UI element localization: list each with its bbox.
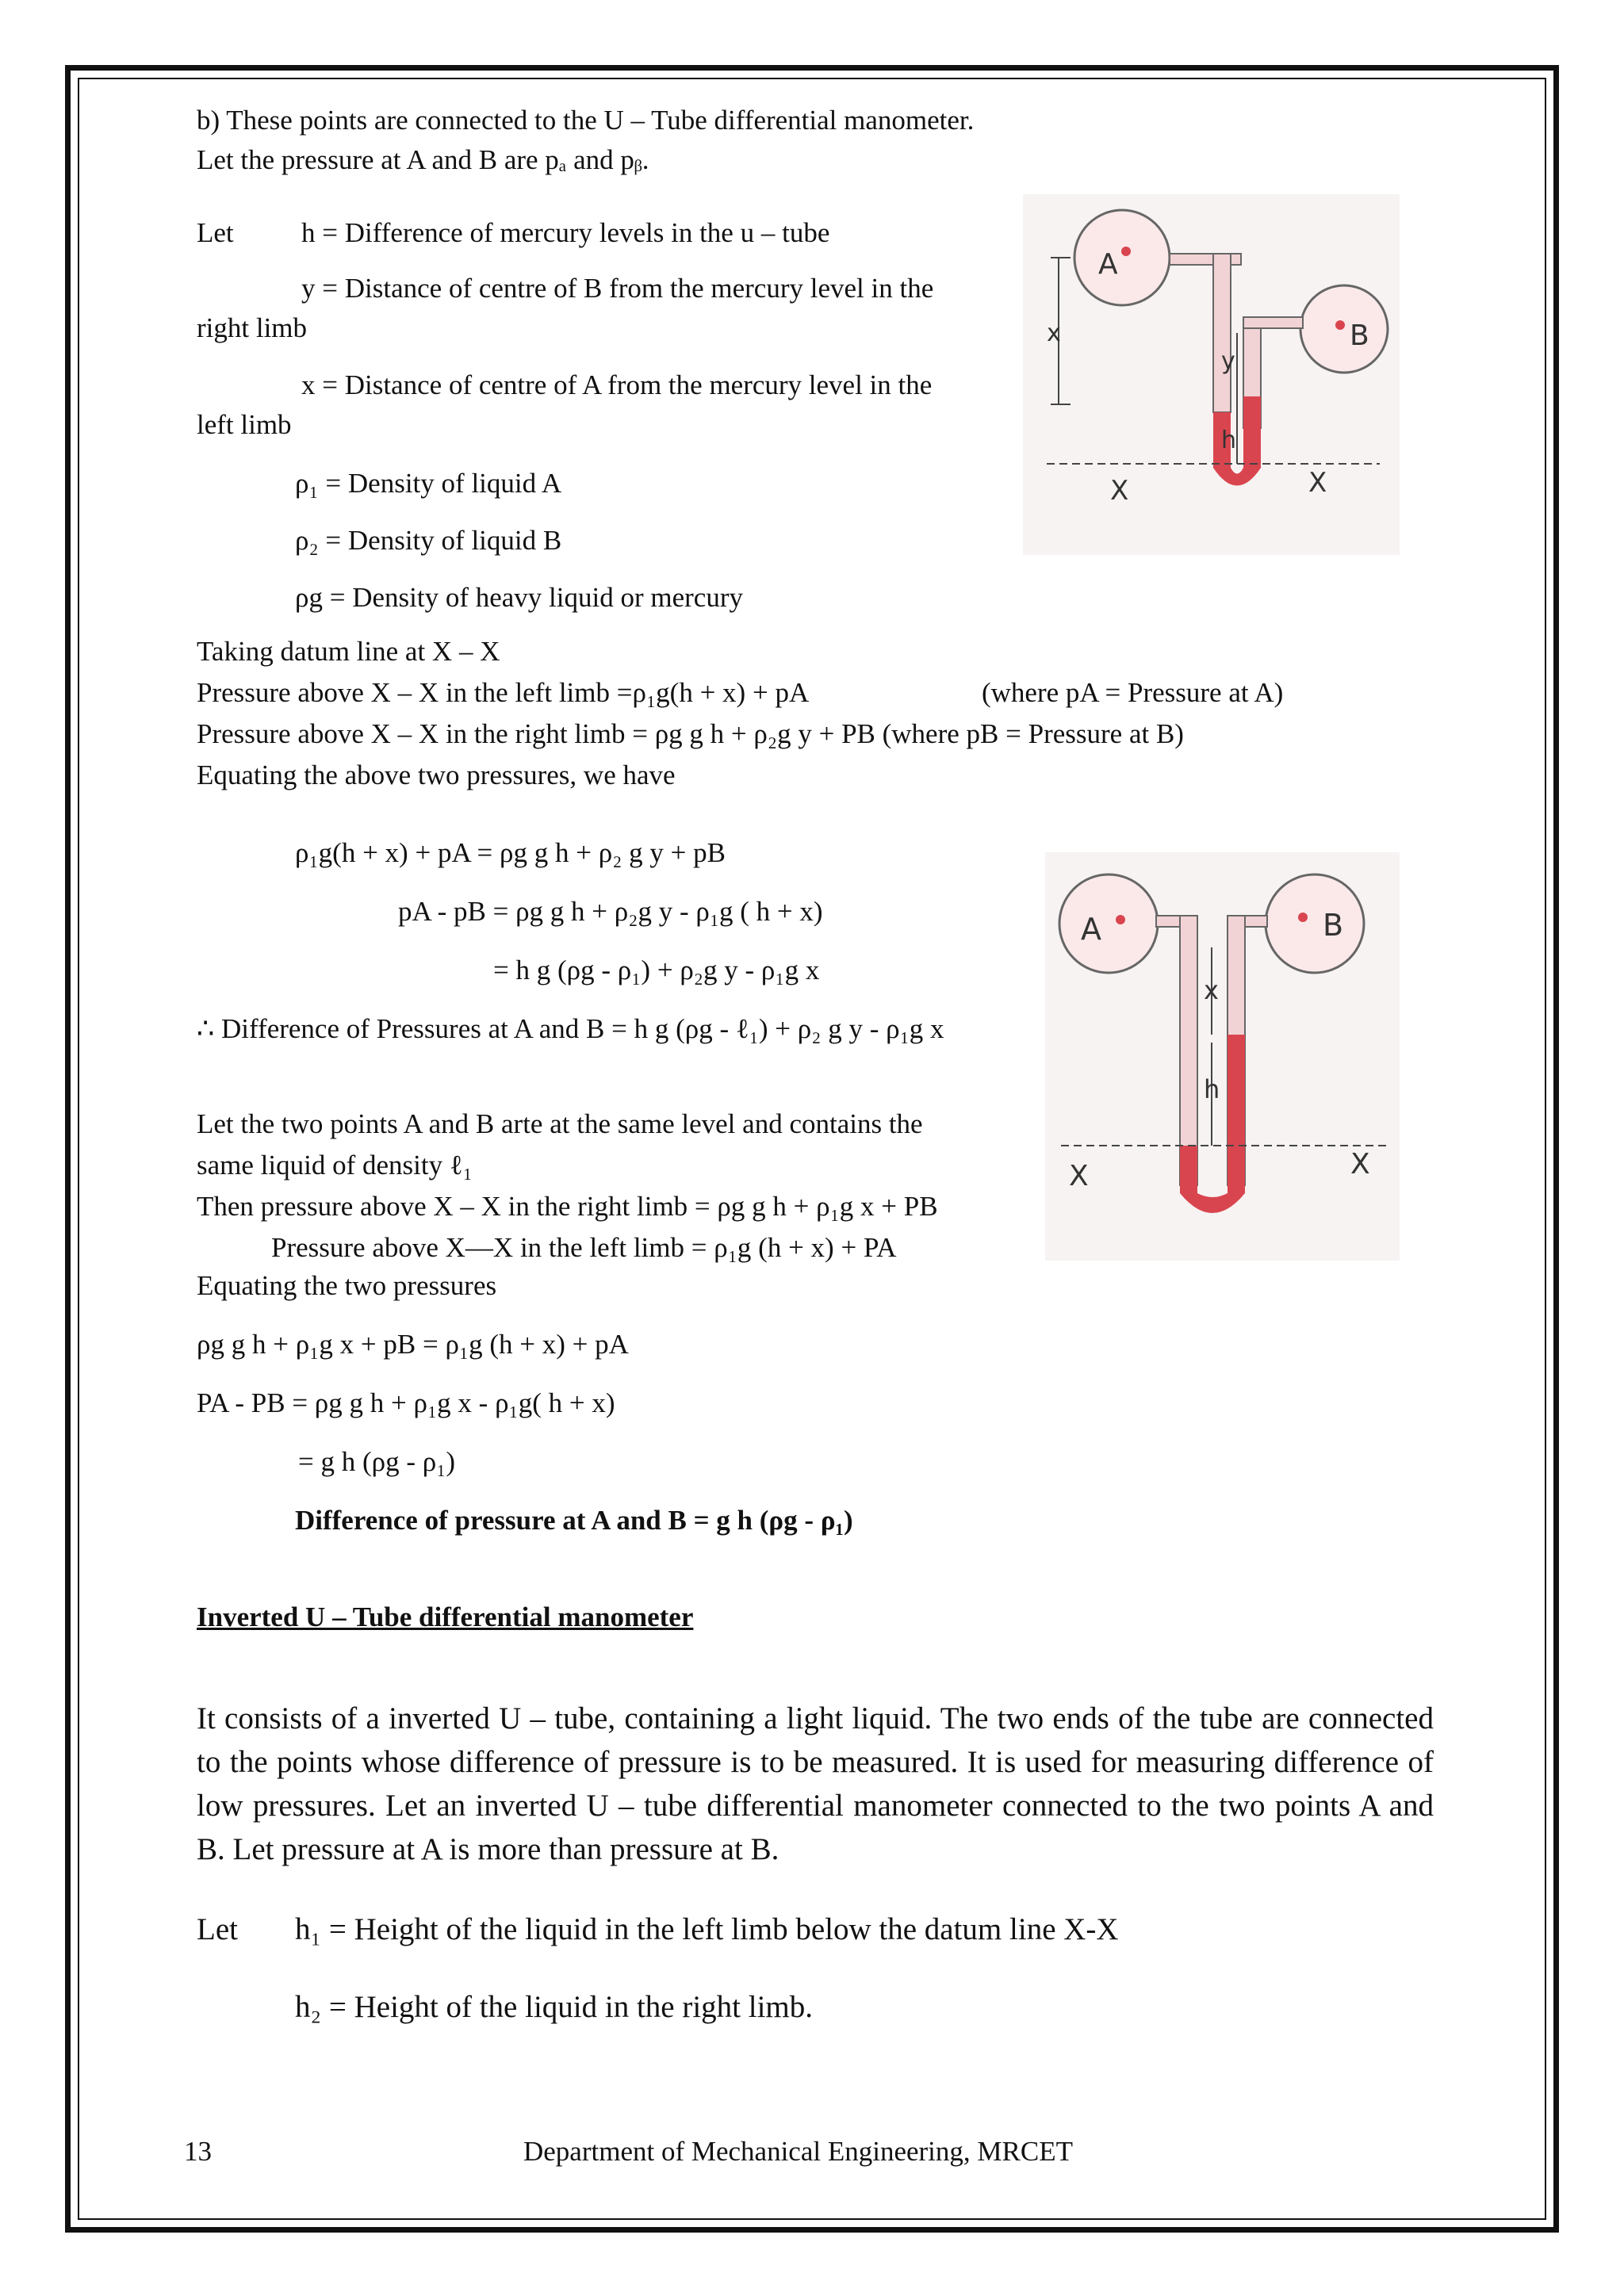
u-tube-diagram-2 [1045,852,1400,1261]
pressure-right-limb-2: Then pressure above X – X in the right limb = ρg g h + ρ₁g x + PB [197,1191,938,1222]
def-h: h = Difference of mercury levels in the u – tube [301,217,830,248]
fig1-label-x-left: X [1110,475,1129,507]
fig1-label-x: x [1047,320,1061,347]
fig1-label-a: A [1098,248,1118,281]
def-y: y = Distance of centre of B from the mercury level in the [301,273,934,304]
def-rho1: ρ₁ = Density of liquid A [295,468,562,499]
inverted-paragraph: It consists of a inverted U – tube, containing a light liquid. The two ends of the tube are connected to the points whose difference of pressure is to be measured. It is used for measuring difference of low pressures. Let an inverted U – tube differential manometer connected to the two points A and B. Let pressure at A is more than pressure at B. [197,1701,1434,1866]
datum-line: Taking datum line at X – X [197,636,500,667]
u-tube-diagram-1 [1023,194,1400,555]
vessel-b-2 [1266,874,1364,973]
pressure-left-limb: Pressure above X – X in the left limb =ρ₁g(h + x) + pA [197,677,810,708]
fig1-label-b: B [1350,320,1369,352]
page-number: 13 [184,2136,212,2167]
fig2-label-h: h [1204,1074,1220,1104]
def-y-cont: right limb [197,312,308,343]
pressure-left-limb-2: Pressure above X—X in the left limb = ρ₁g (h + x) + PA [271,1232,897,1263]
def-h2: h₂ = Height of the liquid in the right limb. [295,1990,814,2024]
fig1-label-y: y [1221,347,1235,375]
section-heading: Inverted U – Tube differential manometer [197,1601,694,1632]
same-level-intro: Let the two points A and B arte at the same level and contains the [197,1108,923,1139]
let-label: Let [197,217,234,248]
equating-text-2: Equating the two pressures [197,1270,497,1301]
pressure-right-limb: Pressure above X – X in the right limb = ρg g h + ρ₂g y + PB (where pB = Pressure at B) [197,718,1184,749]
let-label-2: Let [197,1912,238,1946]
footer-department: Department of Mechanical Engineering, MRCET [523,2136,1073,2167]
pressure-left-note: (where pA = Pressure at A) [982,677,1284,708]
equation-3: = h g (ρg - ρ₁) + ρ₂g y - ρ₁g x [493,955,820,985]
fig2-label-x-left: X [1069,1160,1089,1192]
fig1-label-x-right: X [1308,467,1327,499]
def-x: x = Distance of centre of A from the mercury level in the [301,369,933,400]
equation-2-3: = g h (ρg - ρ₁) [298,1446,456,1477]
result-2: Difference of pressure at A and B = g h (ρg - ρ₁) [295,1505,853,1536]
figure-u-tube-2 [1045,852,1400,1261]
left-limb-1 [1213,254,1231,412]
def-rho2: ρ₂ = Density of liquid B [295,525,562,556]
equation-1: ρ₁g(h + x) + pA = ρg g h + ρ₂ g y + pB [295,837,726,868]
equation-2: pA - pB = ρg g h + ρ₂g y - ρ₁g ( h + x) [398,896,823,927]
vessel-a-2 [1059,874,1158,973]
equation-2-1: ρg g h + ρ₁g x + pB = ρ₁g (h + x) + pA [197,1329,629,1360]
fig2-label-x: x [1204,975,1219,1005]
vessel-b-1 [1300,285,1388,373]
def-h1: h₁ = Height of the liquid in the left limb below the datum line X-X [295,1912,1119,1946]
def-x-cont: left limb [197,409,292,440]
figure-u-tube-1 [1023,194,1400,555]
result-1: ∴ Difference of Pressures at A and B = h g (ρg - ℓ₁) + ρ₂ g y - ρ₁g x [197,1013,944,1044]
intro-line-1: b) These points are connected to the U – Tube differential manometer. [197,105,975,136]
equation-2-2: PA - PB = ρg g h + ρ₁g x - ρ₁g( h + x) [197,1387,615,1418]
fig1-label-h: h [1221,427,1237,454]
fig2-label-a: A [1081,912,1101,947]
intro-line-2: Let the pressure at A and B are pₐ and pᵦ. [197,144,649,175]
def-rhog: ρg = Density of heavy liquid or mercury [295,582,743,613]
fig2-label-x-right: X [1350,1148,1370,1181]
fig2-label-b: B [1323,908,1344,943]
equating-text: Equating the above two pressures, we have [197,760,676,790]
same-level-intro-cont: same liquid of density ℓ₁ [197,1150,473,1181]
vessel-a-1 [1074,210,1170,305]
